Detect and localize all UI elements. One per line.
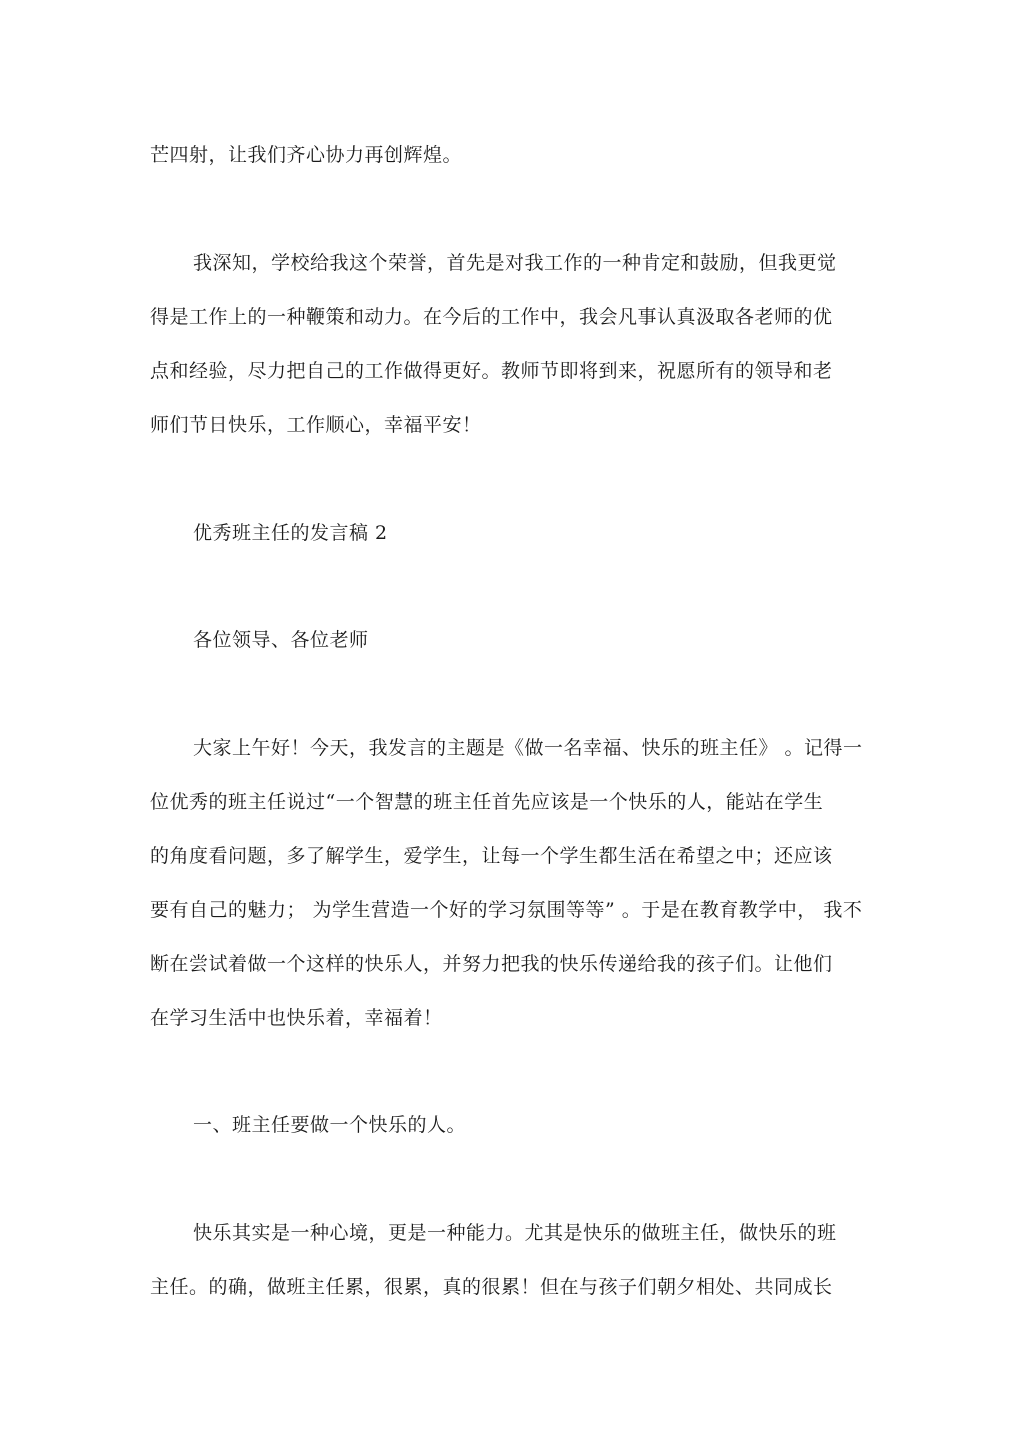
paragraph-line: 点和经验，尽力把自己的工作做得更好。教师节即将到来，祝愿所有的领导和老 [150,360,833,382]
paragraph-line: 得是工作上的一种鞭策和动力。在今后的工作中，我会凡事认真汲取各老师的优 [150,306,833,328]
paragraph-line: 要有自己的魅力； 为学生营造一个好的学习氛围等等” 。于是在教育教学中， 我不 [150,899,863,921]
paragraph-line: 主任。的确，做班主任累，很累，真的很累！但在与孩子们朝夕相处、共同成长 [150,1276,833,1298]
paragraph-line: 我深知，学校给我这个荣誉，首先是对我工作的一种肯定和鼓励，但我更觉 [193,252,837,274]
paragraph-line: 芒四射，让我们齐心协力再创辉煌。 [150,144,463,166]
salutation: 各位领导、各位老师 [193,629,369,651]
paragraph-line: 大家上午好！今天，我发言的主题是《做一名幸福、快乐的班主任》 。记得一 [193,737,863,759]
paragraph-line: 位优秀的班主任说过“一个智慧的班主任首先应该是一个快乐的人，能站在学生 [150,791,824,813]
section-heading: 一、班主任要做一个快乐的人。 [193,1114,467,1136]
paragraph-line: 快乐其实是一种心境，更是一种能力。尤其是快乐的做班主任，做快乐的班 [193,1222,837,1244]
paragraph-line: 的角度看问题，多了解学生，爱学生，让每一个学生都生活在希望之中；还应该 [150,845,833,867]
paragraph-line: 师们节日快乐，工作顺心，幸福平安！ [150,414,482,436]
paragraph-line: 在学习生活中也快乐着，幸福着！ [150,1007,443,1029]
section-title: 优秀班主任的发言稿 2 [193,522,388,544]
paragraph-line: 断在尝试着做一个这样的快乐人，并努力把我的快乐传递给我的孩子们。让他们 [150,953,833,975]
